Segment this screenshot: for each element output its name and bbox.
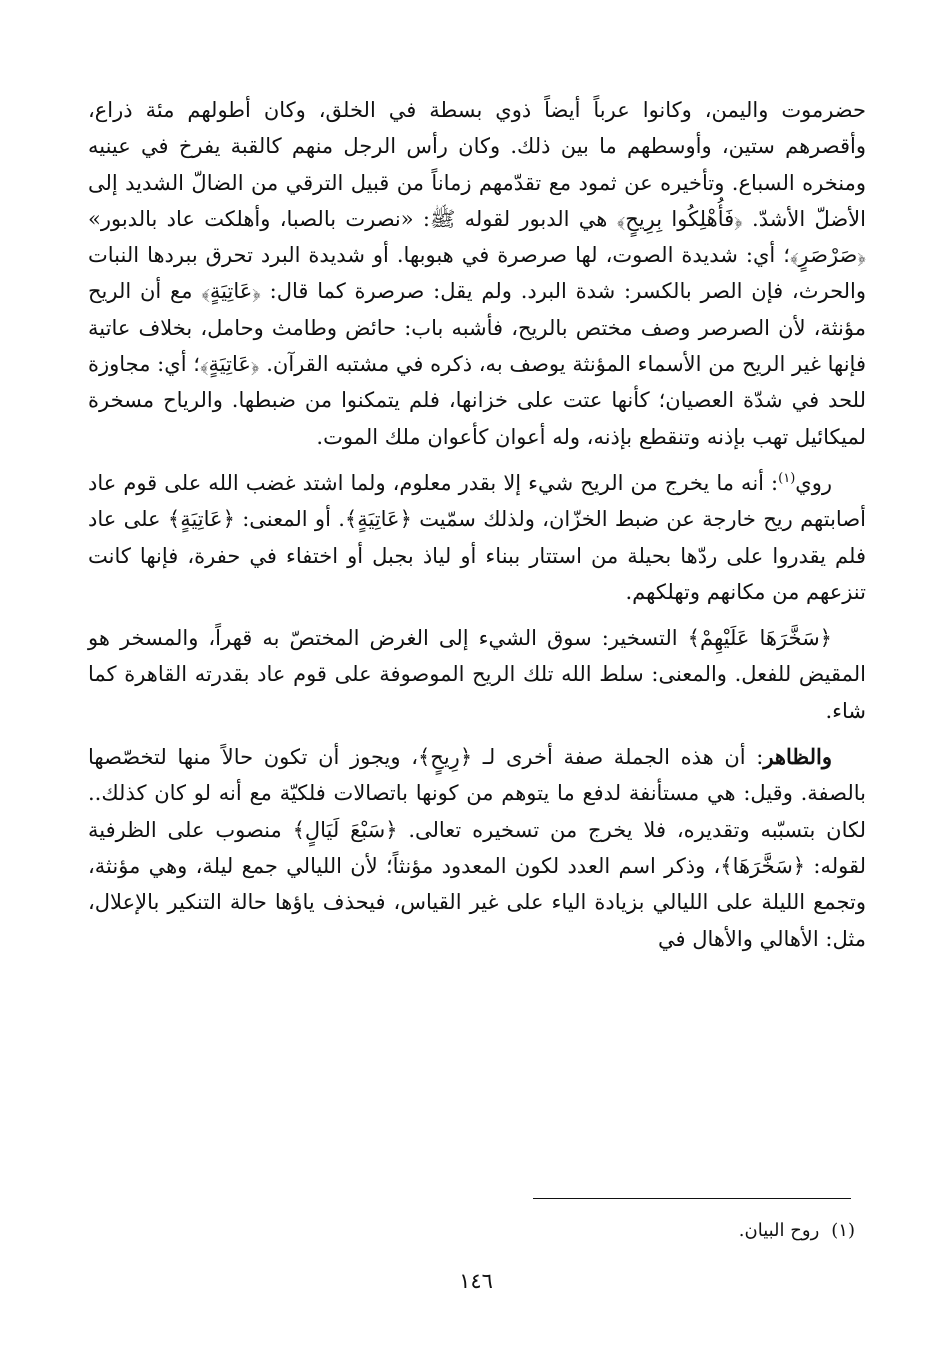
paragraph-opening-word: روي <box>795 470 832 495</box>
paragraph-text: : أن هذه الجملة صفة أخرى لـ ﴿رِيحٍ﴾، ويجوز أن تكون حالاً منها لتخصّصها بالصفة. وقيل: هي مستأنفة لدفع ما يتوهم من كونها باتصالات فلكيّة مع أنه لو كان كذلك.. لكان بتسبّبه وتقديره، فلا يخرج من تسخيره تعالى. ﴿سَبْعَ لَيَالٍ﴾ منصوب على الظرفية لقوله: ﴿سَخَّرَهَا﴾، وذكر اسم العدد لكون المعدود مؤنثاً؛ لأن الليالي جمع ليلة، وهي مؤنثة، وتجمع الليلة على الليالي بزيادة الياء على غير القياس، فيحذف ياؤها حالة التنكير بالإعلال، مثل: الأهالي والأهال في <box>88 745 866 951</box>
footnote-marker: (١) <box>831 1220 855 1241</box>
main-text-block <box>88 92 866 967</box>
paragraph-text: : أنه ما يخرج من الريح شيء إلا بقدر معلوم، ولما اشتد غضب الله على قوم عاد أصابتهم ريح خارجة عن ضبط الخزّان، ولذلك سمّيت ﴿عَاتِيَةٍ﴾. أو المعنى: ﴿عَاتِيَةٍ﴾ على عاد فلم يقدروا على ردّها بحيلة من استتار ببناء أو لياذ بجبل أو اختفاء في حفرة، فإنها كانت تنزعهم من مكانهم وتهلكهم. <box>88 470 866 604</box>
paragraph-text: ﴿سَخَّرَهَا عَلَيْهِمْ﴾ التسخير: سوق الشيء إلى الغرض المختصّ به قهراً، والمسخر هو المقيض للفعل. والمعنى: سلط الله تلك الريح الموصوفة على قوم عاد بقدرته القاهرة كما شاء. <box>88 626 866 723</box>
footnote-divider <box>533 1198 851 1199</box>
paragraph-narration <box>88 465 866 610</box>
footnote-reference: (١) <box>778 470 796 486</box>
paragraph-text: حضرموت واليمن، وكانوا عرباً أيضاً ذوي بسطة في الخلق، وكان أطولهم مئة ذراع، وأقصرهم ستين، وأوسطهم ما بين ذلك. وكان رأس الرجل منهم كالقبة يفرخ في عينيه ومنخره السباع. وتأخيره عن ثمود مع تقدّمهم زماناً من قبيل الترقي من الضالّ الشديد إلى الأضلّ الأشدّ. ﴿فَأُهْلِكُوا بِرِيحٍ﴾ هي الدبور لقوله ﷺ: «نصرت بالصبا، وأهلكت عاد بالدبور» ﴿صَرْصَرٍ﴾؛ أي: شديدة الصوت، لها صرصرة في هبوبها. أو شديدة البرد تحرق ببردها النبات والحرث، فإن الصر بالكسر: شدة البرد. ولم يقل: صرصرة كما قال: ﴿عَاتِيَةٍ﴾ مع أن الريح مؤنثة، لأن الصرصر وصف مختص بالريح، فأشبه باب: حائض وطامث وحامل، بخلاف عاتية فإنها غير الريح من الأسماء المؤنثة يوصف به، ذكره في مشتبه القرآن. ﴿عَاتِيَةٍ﴾؛ أي: مجاوزة للحد في شدّة العصيان؛ كأنها عتت على خزانها، فلم يتمكنوا من ضبطها. والرياح مسخرة لميكائيل تهب بإذنه وتنقطع بإذنه، وله أعوان كأعوان ملك الموت. <box>88 98 866 449</box>
footnote <box>739 1217 855 1245</box>
paragraph-continuation <box>88 92 866 455</box>
paragraph-taskhir <box>88 620 866 729</box>
paragraph-zahir <box>88 739 866 957</box>
footnote-text: روح البيان. <box>738 1220 820 1241</box>
paragraph-lead-word: والظاهر <box>763 744 832 770</box>
page-number: ١٤٦ <box>459 1269 493 1293</box>
